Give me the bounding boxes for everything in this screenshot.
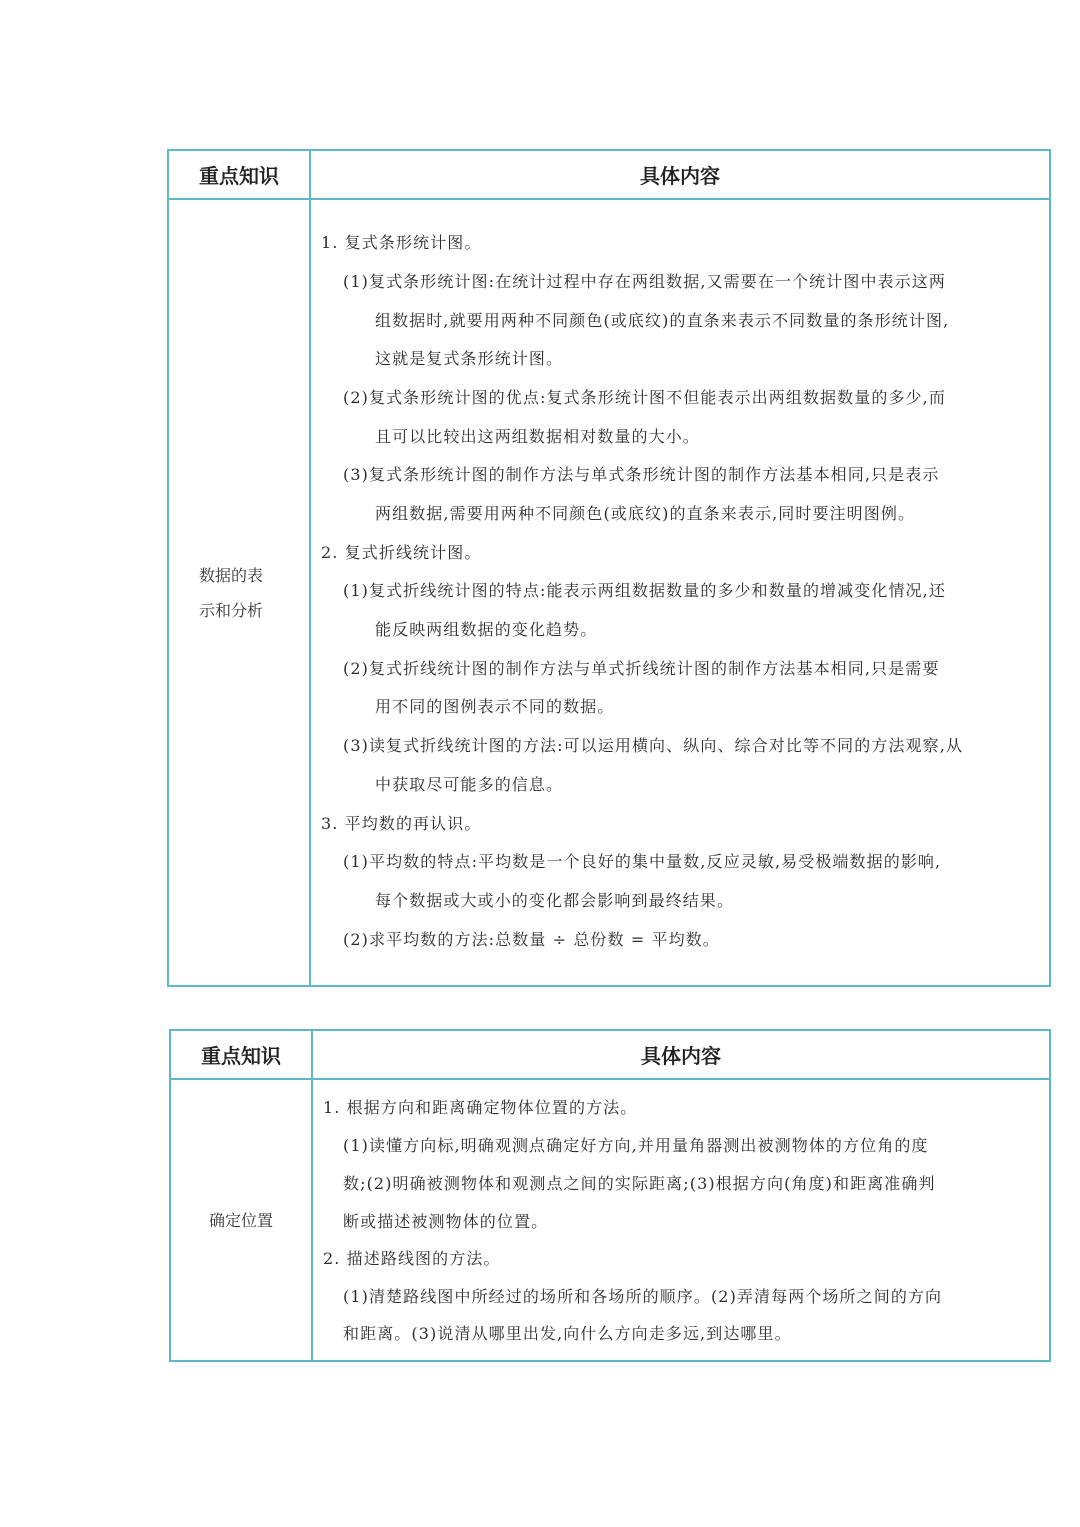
content-line: 两组数据,需要用两种不同颜色(或底纹)的直条来表示,同时要注明图例。	[375, 504, 916, 523]
section-heading: 3. 平均数的再认识。	[321, 814, 482, 833]
content-line: (3)读复式折线统计图的方法:可以运用横向、纵向、综合对比等不同的方法观察,从	[343, 736, 964, 755]
topic-cell	[169, 200, 311, 985]
content-line: 能反映两组数据的变化趋势。	[375, 620, 598, 639]
content-cell	[311, 200, 1049, 985]
content-line: (2)求平均数的方法:总数量 ÷ 总份数 = 平均数。	[343, 930, 720, 949]
content-cell	[313, 1080, 1049, 1360]
topic-cell	[171, 1080, 313, 1360]
section-heading: 1. 复式条形统计图。	[321, 233, 482, 252]
content-line: (1)平均数的特点:平均数是一个良好的集中量数,反应灵敏,易受极端数据的影响,	[343, 852, 942, 871]
content-line: 且可以比较出这两组数据相对数量的大小。	[375, 427, 700, 446]
content-line: (1)读懂方向标,明确观测点确定好方向,并用量角器测出被测物体的方位角的度	[343, 1136, 929, 1155]
content-line: 这就是复式条形统计图。	[375, 349, 564, 368]
content-line: 每个数据或大或小的变化都会影响到最终结果。	[375, 891, 735, 910]
content-line: (1)复式折线统计图的特点:能表示两组数据数量的多少和数量的增减变化情况,还	[343, 581, 946, 600]
header-specific-content: 具体内容	[311, 151, 1049, 200]
header-key-knowledge: 重点知识	[169, 151, 311, 200]
content-line: 和距离。(3)说清从哪里出发,向什么方向走多远,到达哪里。	[343, 1324, 792, 1343]
knowledge-table-position	[169, 1029, 1051, 1362]
header-specific-content: 具体内容	[313, 1031, 1049, 1080]
section-heading: 2. 描述路线图的方法。	[323, 1249, 501, 1268]
knowledge-table-data-analysis	[167, 149, 1051, 987]
content-line: 中获取尽可能多的信息。	[375, 775, 564, 794]
content-line: 断或描述被测物体的位置。	[343, 1212, 549, 1231]
topic-label: 数据的表 示和分析	[199, 565, 264, 620]
header-key-knowledge: 重点知识	[171, 1031, 313, 1080]
content-line: (3)复式条形统计图的制作方法与单式条形统计图的制作方法基本相同,只是表示	[343, 465, 940, 484]
content-line: (1)清楚路线图中所经过的场所和各场所的顺序。(2)弄清每两个场所之间的方向	[343, 1287, 943, 1306]
section-heading: 2. 复式折线统计图。	[321, 543, 482, 562]
topic-label: 确定位置	[208, 1210, 273, 1230]
content-line: 用不同的图例表示不同的数据。	[375, 697, 615, 716]
content-line: (2)复式折线统计图的制作方法与单式折线统计图的制作方法基本相同,只是需要	[343, 659, 940, 678]
content-line: (1)复式条形统计图:在统计过程中存在两组数据,又需要在一个统计图中表示这两	[343, 272, 946, 291]
content-line: (2)复式条形统计图的优点:复式条形统计图不但能表示出两组数据数量的多少,而	[343, 388, 946, 407]
content-line: 组数据时,就要用两种不同颜色(或底纹)的直条来表示不同数量的条形统计图,	[375, 311, 950, 330]
content-line: 数;(2)明确被测物体和观测点之间的实际距离;(3)根据方向(角度)和距离准确判	[343, 1174, 936, 1193]
section-heading: 1. 根据方向和距离确定物体位置的方法。	[323, 1098, 638, 1117]
